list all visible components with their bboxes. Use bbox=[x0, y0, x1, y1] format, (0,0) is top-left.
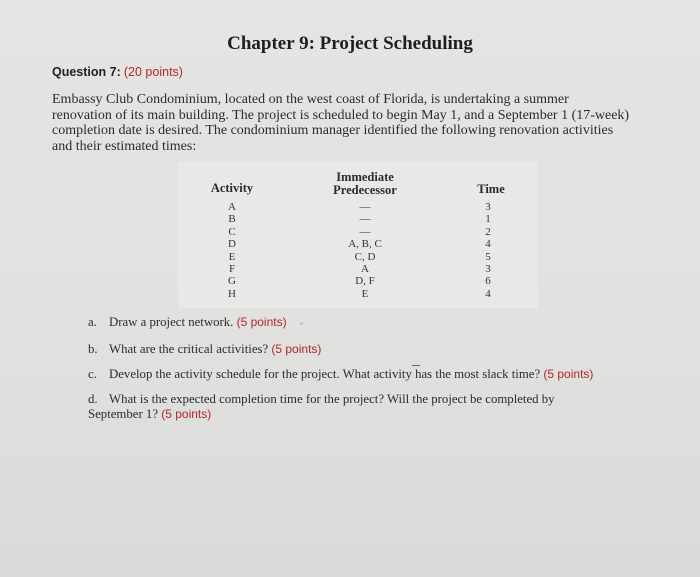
predecessor-cell: A, B, C bbox=[348, 238, 382, 251]
part-c bbox=[88, 367, 668, 382]
predecessor-cell: E bbox=[361, 287, 369, 300]
stray-dot bbox=[300, 322, 303, 325]
question-label: Question 7: bbox=[52, 65, 121, 79]
activity-cell: B bbox=[228, 213, 236, 226]
activity-cell: H bbox=[228, 287, 236, 300]
part-points: (5 points) bbox=[543, 367, 594, 381]
time-cell: 5 bbox=[485, 250, 491, 263]
stray-mark bbox=[412, 365, 420, 366]
time-cell: 2 bbox=[485, 225, 491, 238]
part-d bbox=[88, 392, 588, 422]
time-cell: 4 bbox=[485, 287, 491, 300]
part-b bbox=[88, 342, 648, 357]
time-cell: 1 bbox=[485, 213, 491, 226]
time-cell: 3 bbox=[485, 262, 491, 275]
part-letter: d. bbox=[88, 392, 98, 406]
activity-cell: C bbox=[228, 225, 236, 238]
predecessor-column bbox=[335, 201, 395, 300]
time-cell: 3 bbox=[485, 201, 491, 213]
time-column bbox=[478, 201, 498, 300]
part-letter: b. bbox=[88, 342, 98, 356]
predecessor-cell: C, D bbox=[354, 250, 376, 263]
part-text: What are the critical activities? bbox=[109, 342, 269, 356]
part-text-continued: September 1? bbox=[88, 407, 159, 421]
predecessor-cell: — bbox=[359, 201, 371, 213]
predecessor-cell: D, F bbox=[355, 275, 375, 288]
part-text: What is the expected completion time for the project? Will the project be completed by bbox=[109, 392, 555, 406]
activity-cell: A bbox=[228, 201, 236, 213]
predecessor-cell: — bbox=[359, 225, 371, 238]
part-text: Draw a project network. bbox=[109, 315, 234, 329]
header-time: Time bbox=[477, 182, 505, 196]
part-points: (5 points) bbox=[271, 342, 322, 356]
header-activity: Activity bbox=[210, 181, 254, 195]
time-cell: 6 bbox=[485, 275, 491, 288]
part-points: (5 points) bbox=[161, 407, 212, 421]
predecessor-cell: A bbox=[361, 262, 369, 275]
activity-cell: F bbox=[228, 262, 236, 275]
activity-column bbox=[222, 201, 242, 300]
activity-cell: D bbox=[228, 238, 236, 251]
header-predecessor-line1: Immediate bbox=[336, 170, 394, 184]
predecessor-cell: — bbox=[359, 213, 371, 226]
part-letter: a. bbox=[88, 315, 97, 329]
part-text: Develop the activity schedule for the project. What activity has the most slack time? bbox=[109, 367, 541, 381]
header-predecessor-line2: Predecessor bbox=[333, 183, 397, 197]
part-points: (5 points) bbox=[236, 315, 287, 329]
header-predecessor bbox=[323, 171, 407, 197]
time-cell: 4 bbox=[485, 238, 491, 251]
page-title: Chapter 9: Project Scheduling bbox=[227, 33, 473, 54]
question-points: (20 points) bbox=[123, 65, 183, 79]
activity-cell: E bbox=[228, 250, 236, 263]
question-heading bbox=[52, 65, 183, 80]
part-a bbox=[88, 315, 648, 330]
part-letter: c. bbox=[88, 367, 97, 381]
problem-statement: Embassy Club Condominium, located on the west coast of Florida, is undertaking a summer renovation of its main building. The project is scheduled to begin May 1, and a September 1 (17-week) completion date is desired. The condominium manager identified the following renovation activities and their estimated times: bbox=[52, 92, 630, 154]
activity-cell: G bbox=[228, 275, 236, 288]
